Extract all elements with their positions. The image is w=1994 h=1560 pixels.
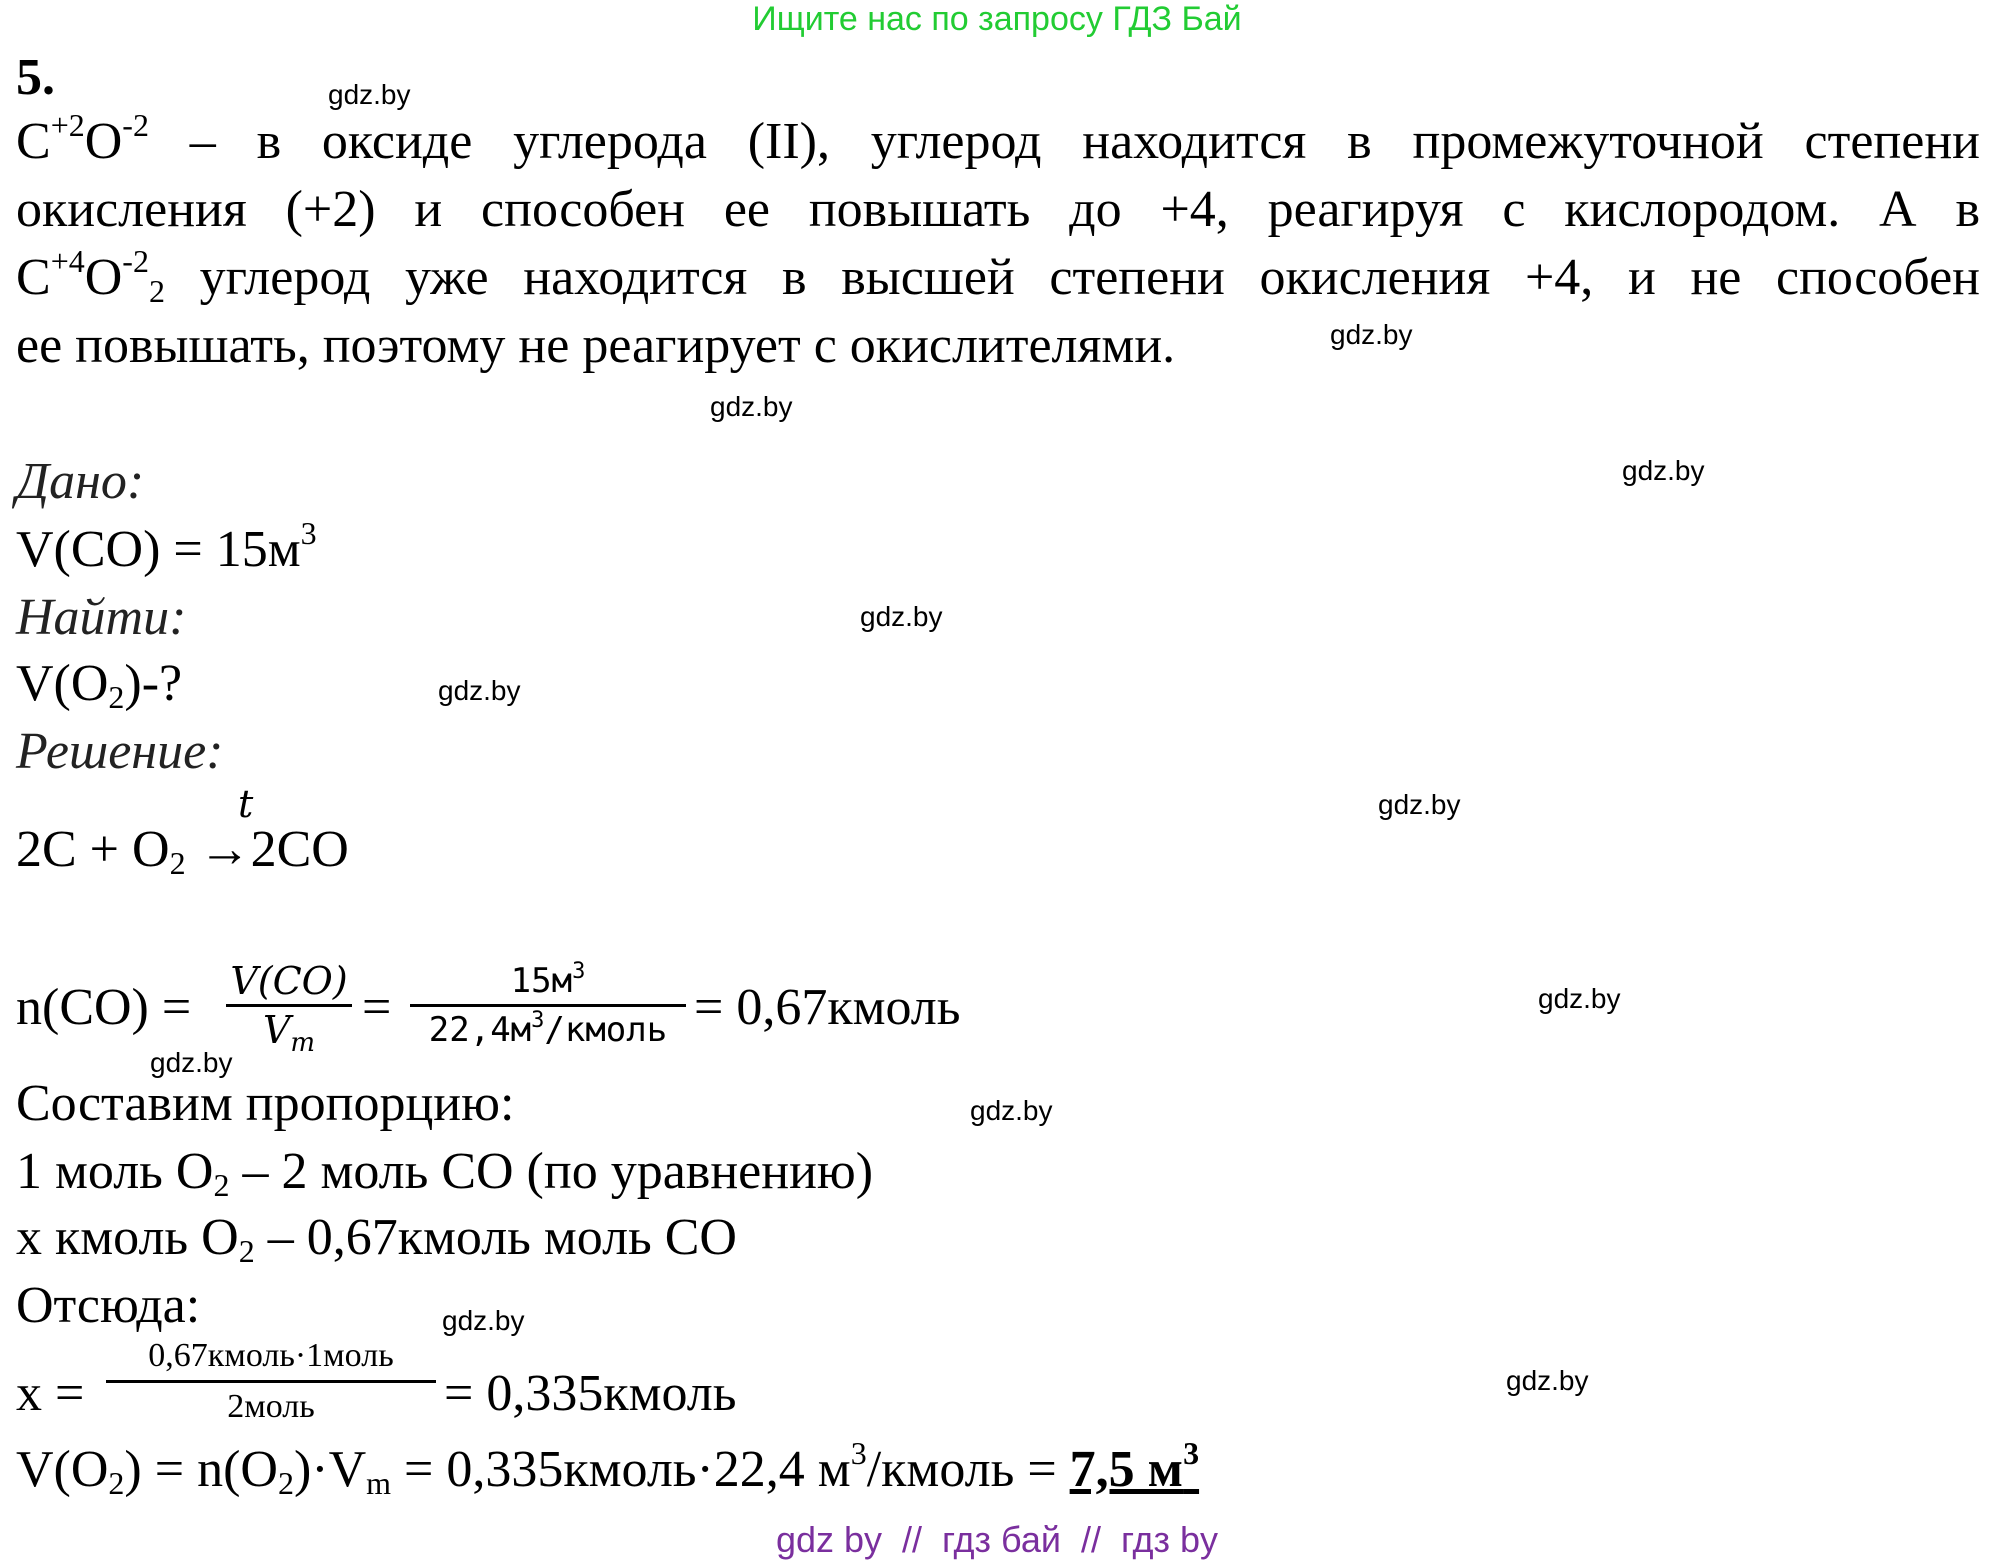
footer-links: gdz by // гдз бай // гдз by [775, 1519, 1219, 1560]
x-calc-lhs: x = [16, 1365, 85, 1422]
intro-line-1: $C^{+2}O^{-2}$ – в оксиде углерода (II), углерод находится в промежуточной степени [16, 107, 1980, 170]
solution-label: Решение: [16, 723, 224, 780]
intro-line-2: окисления (+2) и способен ее повышать до +4, реагируя с кислородом. А в [16, 181, 1980, 238]
fraction-v-over-vm [226, 958, 352, 1058]
find-label: Найти: [16, 589, 187, 646]
n-co-result: = 0,67кмоль [694, 979, 961, 1036]
watermark: gdz.by [1538, 983, 1621, 1014]
watermark: gdz.by [970, 1095, 1053, 1126]
n-co-eq-sign: = [362, 979, 392, 1036]
fraction-numerator: $15м^3$ [510, 959, 586, 1001]
watermark: gdz.by [1622, 455, 1705, 486]
fraction-15-over-22-4 [410, 958, 686, 1053]
final-answer: 7,5 $м^3$ [1069, 1435, 1200, 1498]
watermark: gdz.by [328, 79, 411, 110]
search-hint-banner: Ищите нас по запросу ГДЗ Бай [752, 0, 1242, 38]
find-value: $V(O_2)-$? [16, 655, 183, 715]
watermark: gdz.by [710, 391, 793, 422]
intro-line-3: $C^{+4}O^{-2}_2$ углерод уже находится в высшей степени окисления +4, и не способен [16, 243, 1980, 309]
reaction-condition-t: t [238, 782, 254, 826]
proportion-line-2: x кмоль $O_2$ – 0,67кмоль моль CO [16, 1209, 737, 1269]
fraction-numerator: 0,67кмоль·1моль [148, 1337, 394, 1374]
watermark: gdz.by [1506, 1365, 1589, 1396]
watermark: gdz.by [1330, 319, 1413, 350]
given-label: Дано: [16, 453, 145, 510]
intro-line-4: ее повышать, поэтому не реагирует с окислителями. [16, 317, 1176, 374]
proportion-label: Составим пропорцию: [16, 1075, 515, 1132]
fraction-denominator: 2моль [227, 1388, 315, 1425]
x-calc-result: = 0,335кмоль [444, 1365, 737, 1422]
fraction-numerator: V(CO) [230, 959, 348, 1003]
watermark: gdz.by [150, 1047, 233, 1078]
n-co-lhs: n(CO) = [16, 979, 192, 1036]
watermark: gdz.by [438, 675, 521, 706]
proportion-line-1: 1 моль $O_2 - 2$ моль CO (по уравнению) [16, 1143, 874, 1203]
intro-paragraph [16, 108, 1980, 380]
reaction-equation: $2C + O_2 \to 2CO$ [16, 821, 349, 881]
fraction-denominator: $V_m$ [262, 1008, 316, 1058]
fraction-denominator: $22,4м^3$/кмоль [428, 1008, 668, 1050]
watermark: gdz.by [860, 601, 943, 632]
given-value: $V(CO) = 15м^3$ [16, 515, 317, 578]
watermark: gdz.by [442, 1305, 525, 1336]
v-o2-calculation: $V(O_2) = n(O_2)\cdot V_m$ = 0,335кмоль·22,4 $м^3$/кмоль = 7,5 $м^3$ [16, 1435, 1200, 1501]
task-number: 5. [16, 49, 55, 106]
hence-label: Отсюда: [16, 1277, 201, 1334]
fraction-x [106, 1332, 436, 1431]
watermark: gdz.by [1378, 789, 1461, 820]
